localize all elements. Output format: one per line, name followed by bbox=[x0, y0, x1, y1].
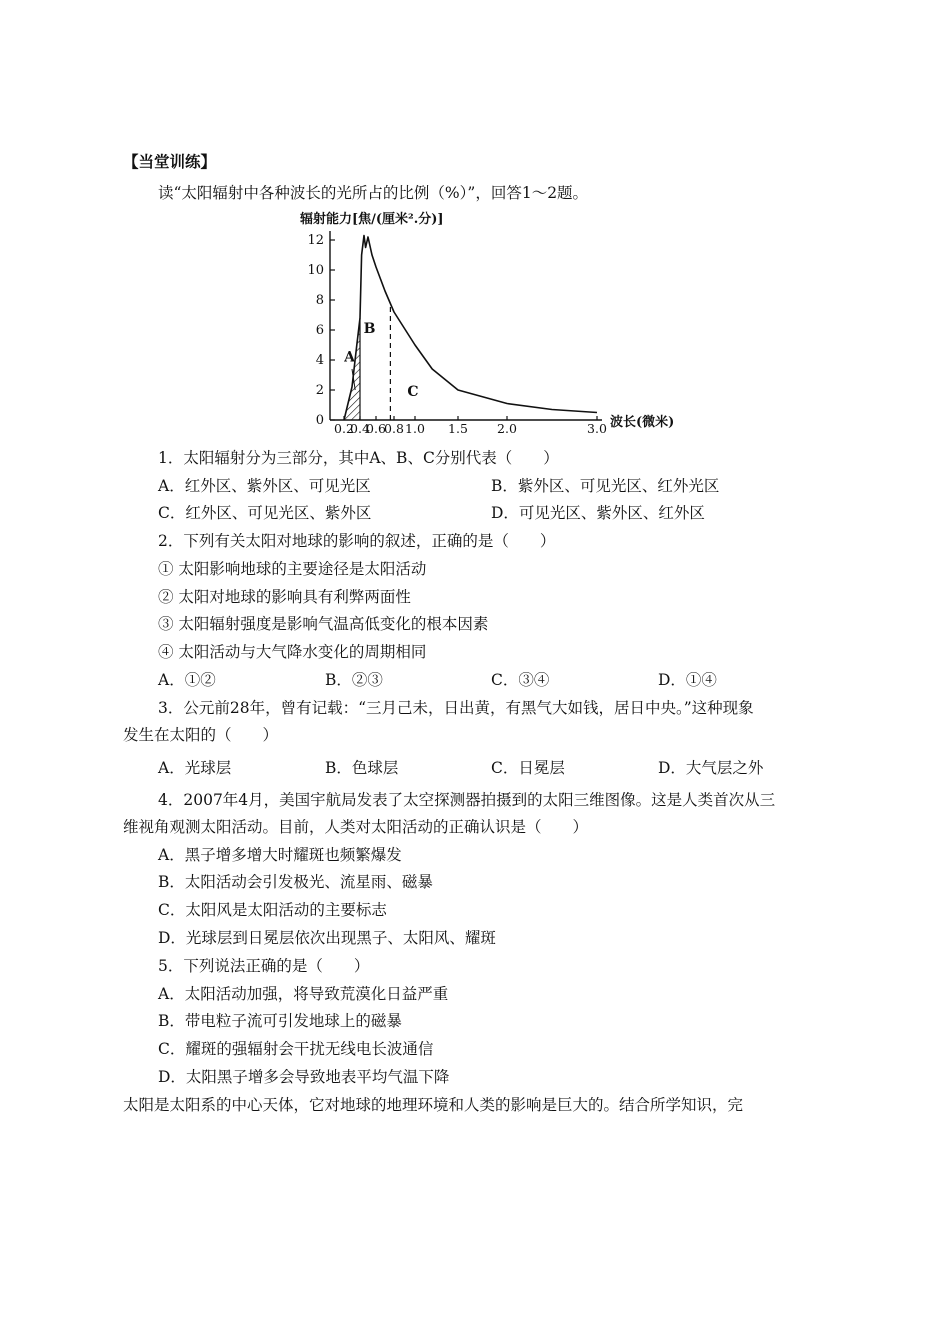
q3-option-d: D．大气层之外 bbox=[658, 759, 764, 777]
q1-option-c: C．红外区、可见光区、紫外区 bbox=[158, 504, 372, 522]
q4-option-c: C．太阳风是太阳活动的主要标志 bbox=[158, 901, 387, 919]
q5-stem: 5．下列说法正确的是（ ） bbox=[158, 957, 370, 975]
q3-stem-line2: 发生在太阳的（ ） bbox=[123, 726, 279, 744]
x-tick-label: 3.0 bbox=[587, 421, 607, 434]
q1-option-b: B．紫外区、可见光区、红外光区 bbox=[491, 477, 720, 495]
y-tick-label: 0 bbox=[315, 413, 324, 428]
q3-option-c: C．日冕层 bbox=[491, 759, 565, 777]
radiation-curve bbox=[344, 236, 597, 421]
q2-statement-1: ① 太阳影响地球的主要途径是太阳活动 bbox=[158, 560, 427, 578]
q1-option-d: D．可见光区、紫外区、红外区 bbox=[491, 504, 705, 522]
q5-option-d: D．太阳黑子增多会导致地表平均气温下降 bbox=[158, 1068, 450, 1086]
region-label-c: C bbox=[407, 384, 419, 400]
y-tick-label: 12 bbox=[307, 233, 324, 248]
closing-paragraph: 太阳是太阳系的中心天体，它对地球的地理环境和人类的影响是巨大的。结合所学知识，完 bbox=[123, 1096, 744, 1114]
q1-stem: 1．太阳辐射分为三部分，其中A、B、C分别代表（ ） bbox=[158, 449, 559, 467]
region-label-b: B bbox=[363, 321, 376, 337]
q4-option-b: B．太阳活动会引发极光、流星雨、磁暴 bbox=[158, 873, 433, 891]
q1-option-a: A．红外区、紫外区、可见光区 bbox=[158, 477, 371, 495]
q5-option-c: C．耀斑的强辐射会干扰无线电长波通信 bbox=[158, 1040, 434, 1058]
q4-stem-line2: 维视角观测太阳活动。目前，人类对太阳活动的正确认识是（ ） bbox=[123, 818, 589, 836]
q5-option-b: B．带电粒子流可引发地球上的磁暴 bbox=[158, 1012, 402, 1030]
q2-option-d: D．①④ bbox=[658, 671, 717, 689]
q4-option-d: D．光球层到日冕层依次出现黑子、太阳风、耀斑 bbox=[158, 929, 496, 947]
q5-option-a: A．太阳活动加强，将导致荒漠化日益严重 bbox=[158, 985, 449, 1003]
intro-text: 读“太阳辐射中各种波长的光所占的比例（%）”，回答1～2题。 bbox=[158, 184, 589, 202]
q2-option-b: B．②③ bbox=[325, 671, 383, 689]
x-tick-label: 0.2 bbox=[334, 421, 354, 434]
y-tick-label: 10 bbox=[307, 263, 324, 278]
x-axis-label: 波长(微米) bbox=[610, 415, 675, 430]
x-tick-label: 1.0 bbox=[405, 421, 425, 434]
radiation-spectrum-chart bbox=[280, 208, 700, 434]
y-tick-label: 2 bbox=[315, 383, 324, 398]
q2-statement-2: ② 太阳对地球的影响具有利弊两面性 bbox=[158, 588, 411, 606]
q2-option-a: A．①② bbox=[158, 671, 216, 689]
q4-option-a: A．黑子增多增大时耀斑也频繁爆发 bbox=[158, 846, 402, 864]
y-tick-label: 6 bbox=[315, 323, 324, 338]
y-axis-label: 辐射能力[焦/(厘米².分)] bbox=[300, 212, 444, 227]
q2-statement-3: ③ 太阳辐射强度是影响气温高低变化的根本因素 bbox=[158, 615, 489, 633]
x-tick-label: 0.4 bbox=[350, 421, 370, 434]
q4-stem-line1: 4．2007年4月，美国宇航局发表了太空探测器拍摄到的太阳三维图像。这是人类首次从三 bbox=[158, 791, 776, 809]
section-title: 【当堂训练】 bbox=[123, 152, 217, 171]
q2-stem: 2．下列有关太阳对地球的影响的叙述，正确的是（ ） bbox=[158, 532, 556, 550]
x-tick-label: 0.8 bbox=[384, 421, 404, 434]
q2-option-c: C．③④ bbox=[491, 671, 550, 689]
x-tick-label: 1.5 bbox=[448, 421, 468, 434]
y-tick-label: 4 bbox=[315, 353, 324, 368]
x-tick-label: 0.6 bbox=[366, 421, 386, 434]
x-tick-label: 2.0 bbox=[497, 421, 517, 434]
q3-stem-line1: 3．公元前28年，曾有记载：“三月己未，日出黄，有黑气大如钱，居日中央。”这种现象 bbox=[158, 699, 754, 717]
q3-option-b: B．色球层 bbox=[325, 759, 399, 777]
y-tick-label: 8 bbox=[315, 293, 324, 308]
q2-statement-4: ④ 太阳活动与大气降水变化的周期相同 bbox=[158, 643, 427, 661]
q3-option-a: A．光球层 bbox=[158, 759, 232, 777]
region-label-a: A bbox=[344, 349, 356, 366]
